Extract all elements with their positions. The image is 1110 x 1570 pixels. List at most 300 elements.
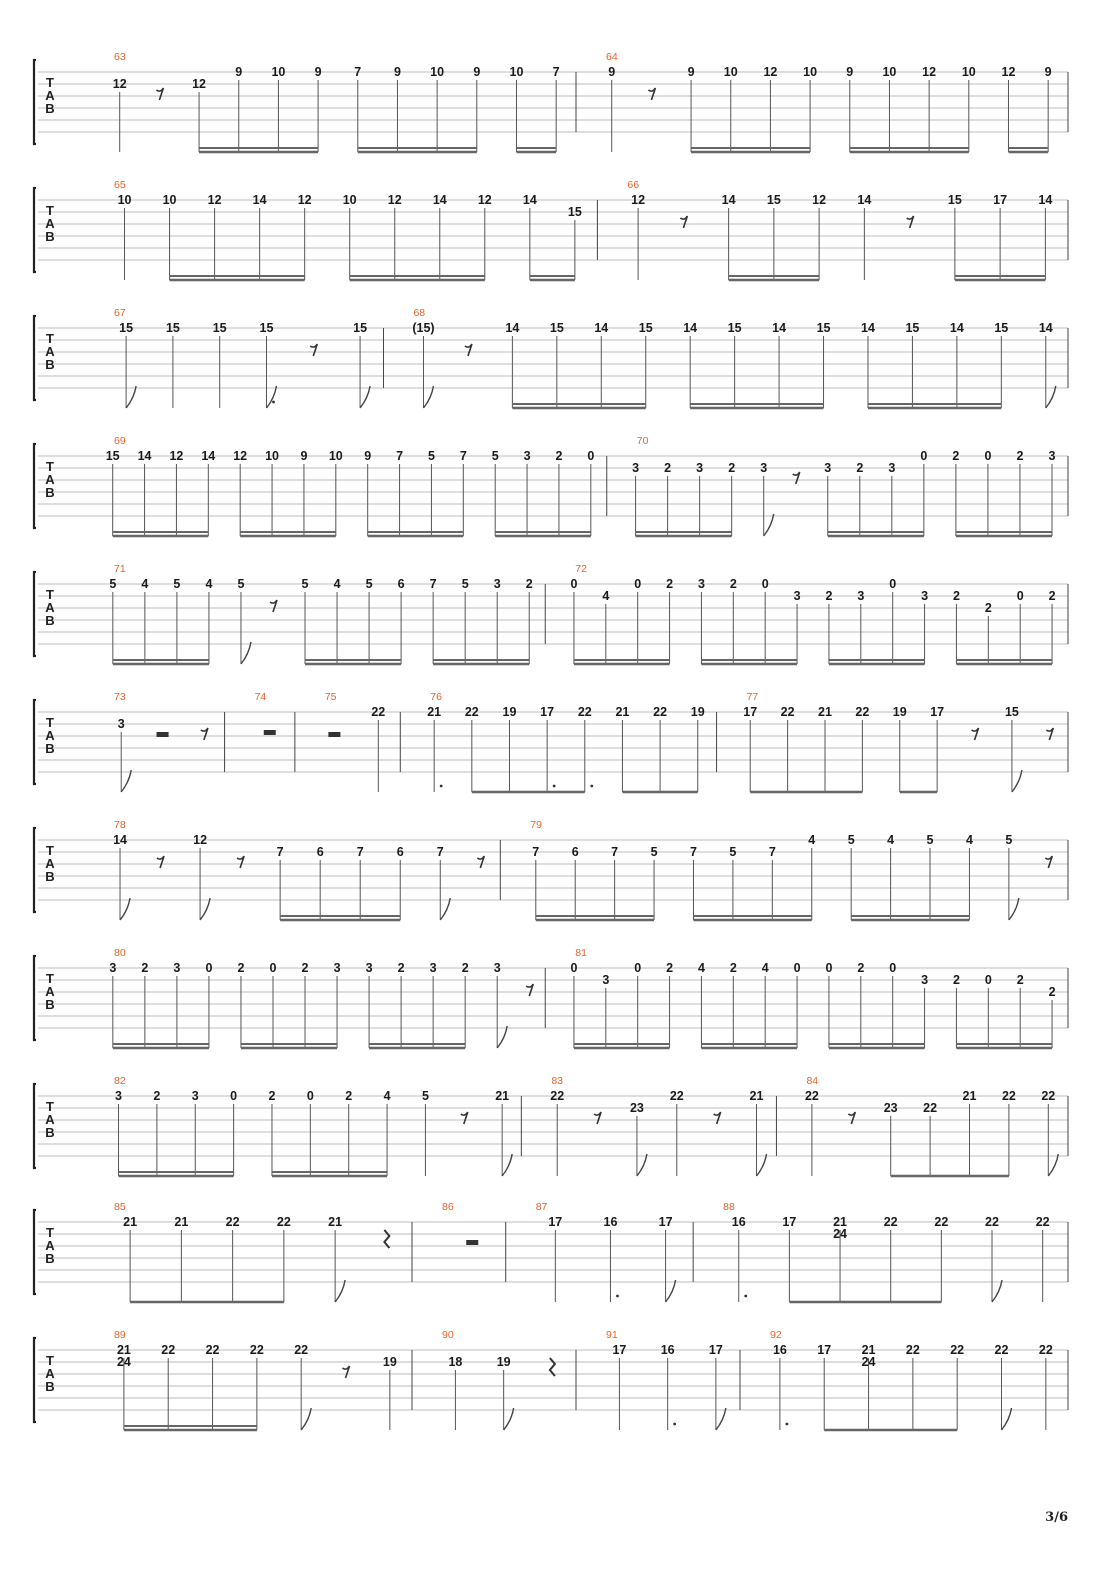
measure <box>109 947 533 1048</box>
fret-number: 3 <box>429 961 437 975</box>
eighth-rest <box>310 344 317 356</box>
note-flag <box>992 1280 1002 1302</box>
fret-number: 0 <box>306 1089 314 1103</box>
note-flag <box>637 1154 647 1176</box>
system-bracket <box>34 572 36 656</box>
tab-clef-letter: B <box>45 613 55 628</box>
measure <box>113 819 484 920</box>
fret-number: 3 <box>888 461 896 475</box>
fret-number: 9 <box>393 65 401 79</box>
fret-number: 15 <box>1004 705 1019 719</box>
fret-number: 5 <box>237 577 245 591</box>
fret-number: 3 <box>191 1089 199 1103</box>
fret-number: 22 <box>934 1215 949 1229</box>
fret-number: 0 <box>761 577 769 591</box>
fret-number: 22 <box>950 1343 965 1357</box>
fret-number: 18 <box>448 1355 463 1369</box>
fret-number: 2 <box>301 961 309 975</box>
fret-number: 22 <box>669 1089 684 1103</box>
fret-number: 12 <box>192 77 207 91</box>
measure <box>114 691 208 792</box>
tab-clef-letter: A <box>45 1238 55 1253</box>
measure <box>576 1329 726 1430</box>
tab-clef-letter: A <box>45 1112 55 1127</box>
fret-number: 5 <box>847 833 855 847</box>
fret-number: 7 <box>690 845 697 859</box>
fret-number: 14 <box>252 193 267 207</box>
fret-number: 14 <box>505 321 520 335</box>
fret-number: 0 <box>889 577 897 591</box>
fret-number: 4 <box>808 833 816 847</box>
fret-number: 17 <box>708 1343 723 1357</box>
fret-number: 22 <box>1038 1343 1053 1357</box>
fret-number: 14 <box>683 321 698 335</box>
fret-number: 2 <box>952 973 960 987</box>
fret-number: 21 <box>427 705 442 719</box>
fret-number: 4 <box>965 833 973 847</box>
measure <box>400 691 704 792</box>
system-bracket <box>34 700 36 784</box>
tab-system <box>34 179 1068 280</box>
fret-number: 7 <box>356 845 364 859</box>
tab-clef-letter: T <box>46 1225 54 1240</box>
fret-number: 17 <box>540 705 555 719</box>
fret-number: 2 <box>825 589 833 603</box>
eighth-rest <box>270 600 277 612</box>
fret-number: 22 <box>294 1343 309 1357</box>
measure-number: 67 <box>114 307 126 319</box>
tab-clef-letter: T <box>46 587 54 602</box>
fret-number: 3 <box>632 461 640 475</box>
eighth-rest <box>594 1112 601 1124</box>
fret-number: 14 <box>1038 321 1053 335</box>
note-flag <box>1046 386 1056 408</box>
fret-number: 21 <box>174 1215 189 1229</box>
fret-number: 2 <box>728 461 736 475</box>
system-bracket <box>34 1338 36 1422</box>
fret-number: 4 <box>602 589 610 603</box>
fret-number: 12 <box>387 193 402 207</box>
fret-number: 0 <box>230 1089 238 1103</box>
fret-number: 9 <box>364 449 372 463</box>
tab-clef-letter: A <box>45 600 55 615</box>
tab-clef-letter: B <box>45 869 55 884</box>
fret-number: 17 <box>658 1215 673 1229</box>
tab-clef-letter: A <box>45 344 55 359</box>
fret-number: 19 <box>382 1355 397 1369</box>
fret-number: 22 <box>855 705 870 719</box>
whole-rest <box>264 730 276 735</box>
tab-clef-letter: A <box>45 984 55 999</box>
tab-clef-letter: A <box>45 216 55 231</box>
fret-number: 22 <box>804 1089 819 1103</box>
tab-clef-letter: B <box>45 101 55 116</box>
eighth-rest <box>461 1112 468 1124</box>
measure-number: 63 <box>114 51 126 63</box>
tab-clef-letter: T <box>46 715 54 730</box>
measure-number: 72 <box>575 563 587 575</box>
fret-number: 14 <box>721 193 736 207</box>
note-flag <box>440 898 450 920</box>
fret-number: 10 <box>723 65 738 79</box>
fret-number: 12 <box>812 193 827 207</box>
note-flag <box>266 386 276 408</box>
fret-number: 5 <box>1005 833 1013 847</box>
fret-number: 22 <box>225 1215 240 1229</box>
fret-number: 10 <box>342 193 357 207</box>
fret-number: 5 <box>365 577 373 591</box>
fret-number: 9 <box>473 65 481 79</box>
note-flag <box>120 898 130 920</box>
measure <box>740 1329 1053 1430</box>
note-flag <box>423 386 433 408</box>
fret-number: 14 <box>1038 193 1053 207</box>
fret-number: 2 <box>345 1089 353 1103</box>
fret-number: 2 <box>1016 973 1024 987</box>
fret-number: 21 <box>861 1343 876 1357</box>
tab-clef-letter: T <box>46 331 54 346</box>
measure-number: 90 <box>442 1329 454 1341</box>
fret-number: 12 <box>477 193 492 207</box>
tab-clef-letter: T <box>46 75 54 90</box>
fret-number: 12 <box>193 833 208 847</box>
measure-number: 77 <box>746 691 759 703</box>
measure <box>114 1075 512 1176</box>
eighth-rest <box>343 1366 350 1378</box>
measure <box>607 435 1056 536</box>
fret-number: 7 <box>276 845 284 859</box>
fret-number: 0 <box>587 449 595 463</box>
fret-number: 10 <box>961 65 976 79</box>
fret-number: 22 <box>1001 1089 1016 1103</box>
fret-number: 2 <box>1048 985 1056 999</box>
fret-number: 22 <box>905 1343 920 1357</box>
fret-number: 4 <box>205 577 213 591</box>
fret-number: 2 <box>237 961 245 975</box>
note-flag <box>360 386 370 408</box>
fret-number: 12 <box>1001 65 1016 79</box>
eighth-rest <box>648 88 655 100</box>
eighth-rest <box>907 216 914 228</box>
note-flag <box>504 1408 514 1430</box>
fret-number: 23 <box>629 1101 644 1115</box>
fret-number: 2 <box>268 1089 276 1103</box>
tab-system <box>34 51 1068 152</box>
fret-number: 22 <box>883 1215 898 1229</box>
fret-number: 2 <box>461 961 469 975</box>
note-flag <box>764 514 774 536</box>
measure-number: 86 <box>442 1201 454 1213</box>
fret-number: 2 <box>1048 589 1056 603</box>
system-bracket <box>34 188 36 272</box>
fret-number: 3 <box>760 461 768 475</box>
duration-dot <box>616 1295 619 1298</box>
fret-number: 4 <box>333 577 341 591</box>
measure <box>412 1329 555 1430</box>
system-bracket <box>34 316 36 400</box>
fret-number: 17 <box>817 1343 832 1357</box>
measure-number: 73 <box>114 691 126 703</box>
fret-number: 5 <box>421 1089 429 1103</box>
tab-clef-letter: A <box>45 88 55 103</box>
fret-number: 22 <box>205 1343 220 1357</box>
fret-number: 15 <box>905 321 920 335</box>
note-flag <box>200 898 210 920</box>
fret-number: 17 <box>743 705 758 719</box>
fret-number: 0 <box>920 449 928 463</box>
fret-number: 4 <box>697 961 705 975</box>
fret-number: 17 <box>548 1215 563 1229</box>
measure-number: 79 <box>530 819 542 831</box>
fret-number: 0 <box>1016 589 1024 603</box>
fret-number: 3 <box>173 961 181 975</box>
tab-system <box>34 1201 1068 1302</box>
tab-clef-letter: A <box>45 1366 55 1381</box>
measure-number: 71 <box>114 563 126 575</box>
eighth-rest <box>156 88 163 100</box>
fret-number: 2 <box>525 577 533 591</box>
fret-number: 21 <box>749 1089 764 1103</box>
fret-number: 12 <box>297 193 312 207</box>
fret-number: 3 <box>493 961 501 975</box>
fret-number: 0 <box>570 961 578 975</box>
measure-number: 75 <box>324 691 337 703</box>
fret-number: 10 <box>882 65 897 79</box>
fret-number: 2 <box>397 961 405 975</box>
duration-dot <box>673 1423 676 1426</box>
fret-number: 21 <box>116 1343 131 1357</box>
tab-clef-letter: A <box>45 472 55 487</box>
fret-number: 3 <box>493 577 501 591</box>
fret-number: 2 <box>729 961 737 975</box>
fret-number: 15 <box>353 321 368 335</box>
fret-number: 22 <box>923 1101 938 1115</box>
fret-number: 22 <box>249 1343 264 1357</box>
measure-number: 65 <box>114 179 126 191</box>
fret-number: 22 <box>161 1343 176 1357</box>
fret-number: 2 <box>729 577 737 591</box>
fret-number: 5 <box>461 577 469 591</box>
fret-number: 14 <box>432 193 447 207</box>
measure <box>545 947 1055 1048</box>
measure-number: 76 <box>430 691 442 703</box>
eighth-rest <box>680 216 687 228</box>
fret-number: 3 <box>696 461 704 475</box>
measure-number: 85 <box>114 1201 126 1213</box>
duration-dot <box>440 785 443 788</box>
measure <box>109 563 532 664</box>
note-flag <box>716 1408 726 1430</box>
fret-number: 15 <box>119 321 134 335</box>
fret-number: 10 <box>162 193 177 207</box>
whole-rest <box>466 1240 478 1245</box>
tab-clef-letter: B <box>45 997 55 1012</box>
fret-number: 2 <box>952 449 960 463</box>
fret-number: 14 <box>949 321 964 335</box>
fret-number: 5 <box>926 833 934 847</box>
fret-number: 7 <box>354 65 362 79</box>
fret-number: 15 <box>638 321 653 335</box>
fret-number: 21 <box>818 705 832 719</box>
fret-number: 21 <box>615 705 630 719</box>
measure <box>693 1201 1050 1302</box>
fret-number: 22 <box>994 1343 1009 1357</box>
fret-number: 15 <box>947 193 962 207</box>
fret-number: 22 <box>1035 1215 1050 1229</box>
measure <box>717 691 1054 792</box>
measure-number: 68 <box>413 307 426 319</box>
fret-number: 7 <box>459 449 467 463</box>
system-bracket <box>34 1210 36 1294</box>
fret-number: 22 <box>550 1089 565 1103</box>
fret-number: 9 <box>687 65 695 79</box>
fret-number: 10 <box>430 65 445 79</box>
fret-number: 22 <box>371 705 386 719</box>
fret-number: 4 <box>761 961 769 975</box>
fret-number: 14 <box>137 449 152 463</box>
fret-number: 2 <box>666 961 674 975</box>
fret-number: 9 <box>235 65 243 79</box>
fret-number: 22 <box>276 1215 291 1229</box>
duration-dot <box>785 1423 788 1426</box>
note-flag <box>502 1154 512 1176</box>
fret-number: 6 <box>316 845 324 859</box>
note-flag <box>241 642 251 664</box>
fret-number: 0 <box>269 961 277 975</box>
fret-number: 21 <box>328 1215 343 1229</box>
tab-clef-letter: A <box>45 856 55 871</box>
fret-number: 17 <box>993 193 1008 207</box>
eighth-rest <box>793 472 800 484</box>
fret-number: 21 <box>962 1089 977 1103</box>
fret-number: 2 <box>857 961 865 975</box>
measure-number: 83 <box>551 1075 564 1087</box>
fret-number: 7 <box>396 449 404 463</box>
fret-number: 14 <box>522 193 537 207</box>
fret-number: 3 <box>824 461 832 475</box>
eighth-rest <box>477 856 484 868</box>
fret-number: 2 <box>856 461 864 475</box>
fret-number: 2 <box>984 601 992 615</box>
measure-number: 84 <box>806 1075 819 1087</box>
fret-number: 17 <box>782 1215 797 1229</box>
fret-number: 5 <box>650 845 658 859</box>
duration-dot <box>590 785 593 788</box>
fret-number: 24 <box>833 1227 847 1241</box>
measure-number: 64 <box>606 51 618 63</box>
eighth-rest <box>1045 856 1052 868</box>
fret-number: 4 <box>383 1089 391 1103</box>
fret-number: 3 <box>602 973 610 987</box>
measure <box>114 1329 397 1430</box>
fret-number: 0 <box>984 449 992 463</box>
tab-clef-letter: B <box>45 357 55 372</box>
fret-number: 5 <box>491 449 499 463</box>
measure-number: 92 <box>770 1329 782 1341</box>
fret-number: 5 <box>427 449 435 463</box>
tab-clef-letter: B <box>45 1251 55 1266</box>
fret-number: (15) <box>412 321 435 335</box>
measure-number: 70 <box>636 435 649 447</box>
tab-system <box>34 947 1068 1048</box>
fret-number: 3 <box>117 717 125 731</box>
measure-number: 87 <box>535 1201 548 1213</box>
measure <box>521 1075 766 1176</box>
fret-number: 2 <box>141 961 149 975</box>
fret-number: 15 <box>816 321 831 335</box>
fret-number: 3 <box>857 589 865 603</box>
tab-system <box>34 307 1068 408</box>
measure <box>113 51 560 152</box>
measure-number: 88 <box>723 1201 735 1213</box>
measure <box>114 307 370 408</box>
note-flag <box>335 1280 345 1302</box>
fret-number: 6 <box>396 845 404 859</box>
fret-number: 2 <box>666 577 674 591</box>
tab-clef-letter: B <box>45 485 55 500</box>
fret-number: 16 <box>772 1343 787 1357</box>
fret-number: 15 <box>567 205 582 219</box>
measure-number: 69 <box>114 435 126 447</box>
system-bracket <box>34 956 36 1040</box>
half-rest <box>328 732 340 737</box>
system-bracket <box>34 60 36 144</box>
tab-clef-letter: B <box>45 1125 55 1140</box>
tab-system <box>34 563 1068 664</box>
fret-number: 21 <box>123 1215 138 1229</box>
fret-number: 2 <box>153 1089 161 1103</box>
duration-dot <box>272 401 275 404</box>
fret-number: 15 <box>994 321 1009 335</box>
fret-number: 22 <box>985 1215 999 1229</box>
fret-number: 5 <box>729 845 737 859</box>
fret-number: 19 <box>892 705 907 719</box>
fret-number: 7 <box>768 845 776 859</box>
fret-number: 22 <box>653 705 668 719</box>
fret-number: 3 <box>1048 449 1056 463</box>
fret-number: 6 <box>397 577 405 591</box>
fret-number: 14 <box>201 449 216 463</box>
tab-clef-letter: T <box>46 203 54 218</box>
duration-dot <box>553 785 556 788</box>
measure <box>597 179 1052 280</box>
tab-clef-letter: T <box>46 1353 54 1368</box>
measure <box>383 307 1055 408</box>
fret-number: 0 <box>205 961 213 975</box>
fret-number: 14 <box>861 321 875 335</box>
note-flag <box>757 1154 767 1176</box>
fret-number: 19 <box>690 705 705 719</box>
fret-number: 3 <box>333 961 341 975</box>
fret-number: 0 <box>984 973 992 987</box>
measure <box>500 819 1052 920</box>
fret-number: 12 <box>169 449 184 463</box>
tab-system <box>34 1329 1068 1430</box>
fret-number: 4 <box>141 577 149 591</box>
fret-number: 16 <box>731 1215 746 1229</box>
fret-number: 3 <box>115 1089 123 1103</box>
fret-number: 17 <box>930 705 945 719</box>
fret-number: 9 <box>314 65 322 79</box>
eighth-rest <box>972 728 979 740</box>
fret-number: 0 <box>570 577 578 591</box>
fret-number: 7 <box>429 577 437 591</box>
fret-number: 5 <box>173 577 181 591</box>
system-bracket <box>34 828 36 912</box>
tab-clef-letter: B <box>45 229 55 244</box>
fret-number: 19 <box>502 705 517 719</box>
fret-number: 0 <box>634 577 642 591</box>
